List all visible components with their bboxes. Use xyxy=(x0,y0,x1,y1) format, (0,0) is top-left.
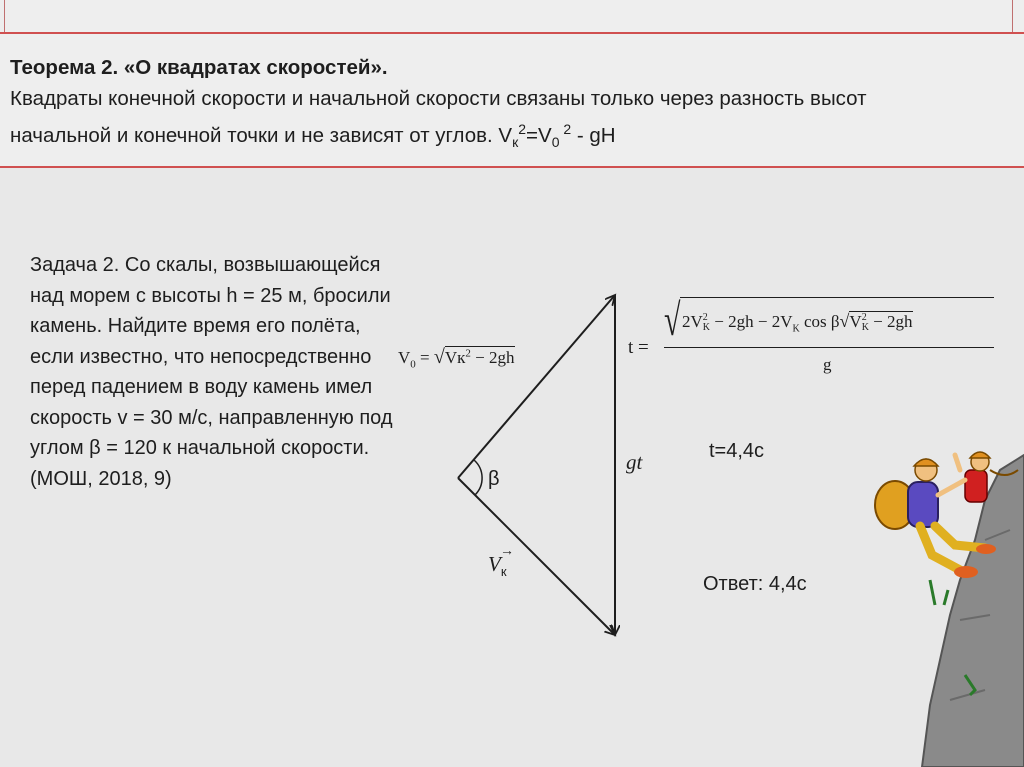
gt-label: gt xyxy=(626,450,643,474)
v0-vector xyxy=(458,295,615,478)
eq-tail: - gH xyxy=(571,123,616,147)
vk-arrow-icon: → xyxy=(500,544,514,559)
boot-icon xyxy=(954,566,978,578)
v0-lhs: V xyxy=(398,348,411,367)
v0-radicand-minus: − 2gh xyxy=(475,348,515,367)
v0-superscript: 2 xyxy=(559,121,572,137)
v0-lhs-sub: 0 xyxy=(410,358,416,371)
t-result: t=4,4с xyxy=(709,440,765,462)
vk-vector xyxy=(458,478,615,635)
t-inner-sub: K xyxy=(861,322,869,334)
t-inner-sup: 2 xyxy=(861,312,867,324)
vk-label xyxy=(488,544,514,580)
climber-arms-icon xyxy=(938,455,965,495)
t-part2: − 2gh − 2V xyxy=(710,312,793,331)
v0-radicand-sup: 2 xyxy=(465,347,471,360)
t-part1-sup: 2 xyxy=(702,312,708,324)
theorem-line-2-text: начальной и конечной точки и не зависят от углов. V xyxy=(10,123,513,147)
vk-superscript: 2 xyxy=(518,121,527,137)
t-inner-sqrt-icon: √ xyxy=(839,311,850,331)
climbers-illustration xyxy=(875,452,1024,767)
t-part2-sub: K xyxy=(792,323,800,335)
theorem-title: Теорема 2. «О квадратах скоростей». xyxy=(10,56,388,79)
plant-icon xyxy=(930,580,948,605)
helmet-icon xyxy=(914,459,938,466)
v0-eq: = xyxy=(420,348,430,367)
answer-text: Ответ: 4,4с xyxy=(703,573,807,595)
boot-icon-2 xyxy=(976,544,996,554)
t-part3: cos β xyxy=(799,312,840,331)
t-inner-v: V xyxy=(849,312,862,331)
t-inner-tail: − 2gh xyxy=(868,312,913,331)
beta-arc xyxy=(474,460,482,495)
v0-radicand-v: Vк xyxy=(444,348,466,367)
beta-label: β xyxy=(488,468,500,490)
vk-label-v: V xyxy=(488,552,501,576)
task-text: Задача 2. Со скалы, возвышающейся над морем с высоты h = 25 м, бросили камень. Найдите время его полёта, если известно, что непосредственно перед падением в воду камень имел скорость v = 30 м/с, направленную под углом β = 120 к начальной скорости. (МОШ, 2018, 9) xyxy=(30,254,393,490)
vk-label-sub: к xyxy=(500,564,507,580)
t-part1-sub: K xyxy=(702,322,711,334)
v0-subscript: 0 xyxy=(551,133,560,150)
t-sqrt-icon: √ xyxy=(664,296,681,346)
second-climber-body-icon xyxy=(965,470,987,502)
v0-sqrt-icon: √ xyxy=(433,346,445,368)
climber-body-icon xyxy=(908,482,938,527)
second-helmet-icon xyxy=(970,452,990,458)
eq-v0: =V xyxy=(526,123,552,147)
t-formula-lhs: t = xyxy=(628,337,649,358)
vk-subscript: к xyxy=(512,133,519,150)
t-part1: 2V xyxy=(682,312,703,331)
theorem-line-1: Квадраты конечной скорости и начальной скорости связаны только через разность высот xyxy=(10,87,867,110)
t-denominator: g xyxy=(823,355,832,374)
